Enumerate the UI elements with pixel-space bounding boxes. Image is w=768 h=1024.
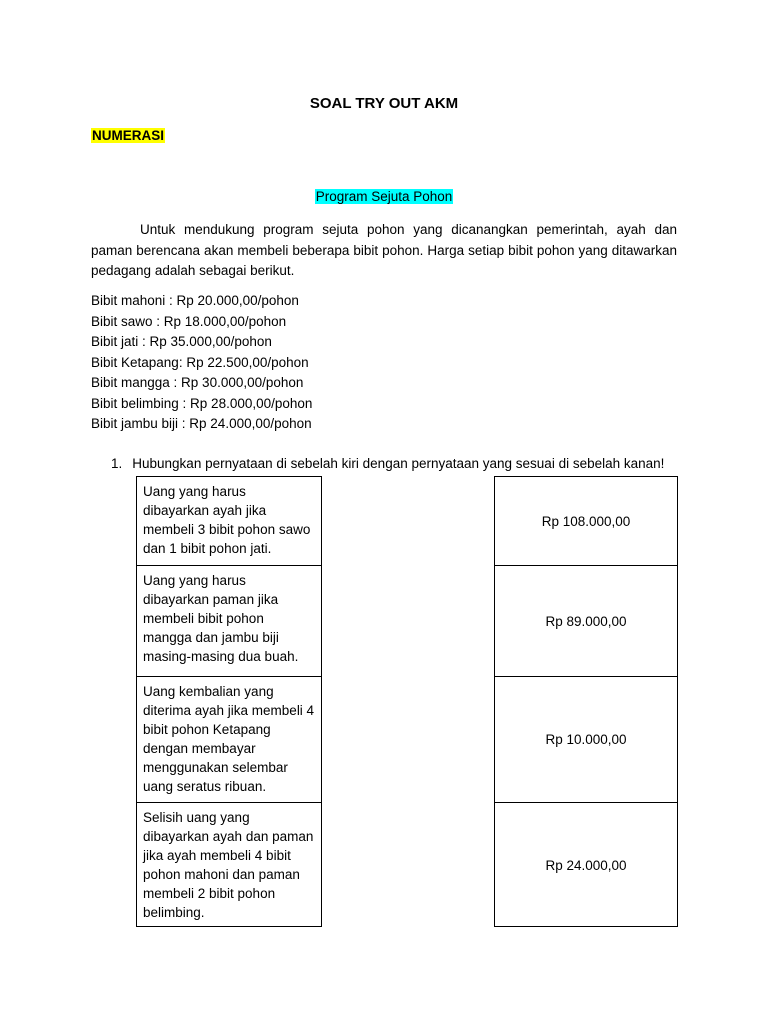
- answer-cell: Rp 10.000,00: [495, 677, 677, 803]
- intro-paragraph: Untuk mendukung program sejuta pohon yang dicanangkan pemerintah, ayah dan paman berencana akan membeli beberapa bibit pohon. Harga setiap bibit pohon yang ditawarkan pedagang adalah sebagai berikut.: [91, 222, 677, 278]
- price-item: Bibit sawo : Rp 18.000,00/pohon: [91, 313, 287, 329]
- statement-cell: Uang kembalian yang diterima ayah jika membeli 4 bibit pohon Ketapang dengan membayar menggunakan selembar uang seratus ribuan.: [137, 677, 321, 803]
- section-label-numerasi: NUMERASI: [92, 128, 165, 143]
- answer-cell: Rp 24.000,00: [545, 858, 627, 873]
- statement-table: [136, 476, 322, 927]
- statement-cell: Uang yang harus dibayarkan ayah jika membeli 3 bibit pohon sawo dan 1 bibit pohon jati.: [137, 477, 321, 566]
- price-item: Bibit Ketapang: Rp 22.500,00/pohon: [91, 354, 309, 370]
- statement-cell: Uang yang harus dibayarkan paman jika membeli bibit pohon mangga dan jambu biji masing-masing dua buah.: [137, 566, 321, 677]
- document-title: SOAL TRY OUT AKM: [309, 95, 459, 112]
- answer-cell: Rp 89.000,00: [495, 566, 677, 677]
- price-item: Bibit mahoni : Rp 20.000,00/pohon: [91, 293, 299, 308]
- price-item: Bibit belimbing : Rp 28.000,00/pohon: [91, 395, 313, 411]
- price-item: Bibit jambu biji : Rp 24.000,00/pohon: [91, 416, 312, 431]
- answer-table: [494, 476, 678, 927]
- question-number: 1.: [111, 456, 123, 471]
- price-item: Bibit mangga : Rp 30.000,00/pohon: [91, 375, 304, 390]
- price-item: Bibit jati : Rp 35.000,00/pohon: [91, 334, 272, 349]
- answer-cell: Rp 108.000,00: [495, 477, 677, 566]
- passage-title: Program Sejuta Pohon: [315, 189, 453, 204]
- price-list: [91, 291, 312, 435]
- subtitle-wrapper: [0, 189, 768, 204]
- question-1: [111, 456, 664, 471]
- question-text: Hubungkan pernyataan di sebelah kiri dengan pernyataan yang sesuai di sebelah kanan!: [132, 456, 665, 471]
- statement-cell: Selisih uang yang dibayarkan ayah dan paman jika ayah membeli 4 bibit pohon mahoni dan paman membeli 2 bibit pohon belimbing.: [143, 810, 314, 920]
